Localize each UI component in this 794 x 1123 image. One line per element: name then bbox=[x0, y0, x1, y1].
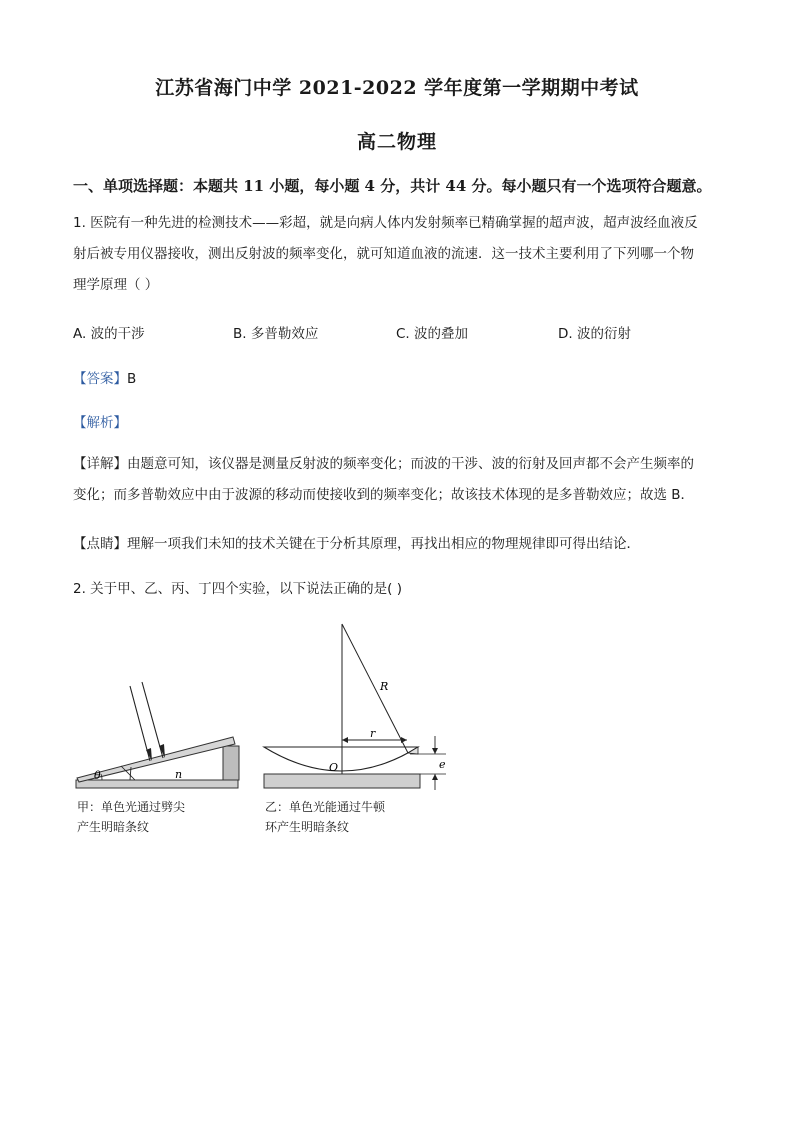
glass-plate bbox=[264, 774, 420, 788]
arrow-head-icon bbox=[401, 737, 407, 743]
arrow-head-icon bbox=[342, 737, 348, 743]
q1-option-a: A. 波的干涉 bbox=[73, 326, 145, 342]
q1-stem bbox=[73, 208, 723, 301]
label-O: O bbox=[329, 761, 339, 774]
arrow-head-icon bbox=[432, 748, 438, 754]
caption-line: 甲：单色光通过劈尖 bbox=[77, 800, 186, 814]
detail-tag: 【详解】 bbox=[73, 456, 127, 472]
caption-line: 环产生明暗条纹 bbox=[265, 820, 350, 834]
answer-tag: 【答案】 bbox=[73, 371, 127, 387]
point-tag: 【点睛】 bbox=[73, 536, 127, 552]
label-theta: θ bbox=[94, 769, 101, 782]
figure-yi-caption bbox=[265, 797, 385, 837]
q2-stem: 2. 关于甲、乙、丙、丁四个实验，以下说法正确的是( ) bbox=[73, 581, 402, 597]
page-title: 江苏省海门中学 2021-2022 学年度第一学期期中考试 bbox=[155, 77, 639, 99]
q1-detail-line bbox=[73, 449, 723, 480]
section-heading: 一、单项选择题：本题共 11 小题，每小题 4 分，共计 44 分。每小题只有一个选项符合题意。 bbox=[73, 177, 712, 195]
q1-stem-line: 1. 医院有一种先进的检测技术——彩超，就是向病人体内发射频率已精确掌握的超声波，超声波经血液反 bbox=[73, 215, 698, 231]
q1-stem-line: 理学原理（ ） bbox=[73, 277, 159, 293]
q1-option-b: B. 多普勒效应 bbox=[233, 326, 319, 342]
label-r: r bbox=[370, 727, 376, 740]
q1-point bbox=[73, 532, 640, 552]
q1-option-c: C. 波的叠加 bbox=[396, 326, 469, 342]
label-n: n bbox=[175, 768, 183, 781]
q1-answer bbox=[73, 367, 136, 387]
figure-jia-caption bbox=[77, 797, 185, 837]
q1-detail bbox=[73, 449, 723, 511]
answer-value: B bbox=[127, 371, 137, 387]
convex-lens bbox=[264, 747, 418, 771]
detail-text: 由题意可知，该仪器是测量反射波的频率变化；而波的干涉、波的衍射及回声都不会产生频率的 bbox=[127, 456, 694, 472]
q1-stem-line: 射后被专用仪器接收，测出反射波的频率变化，就可知道血液的流速．这一技术主要利用了下列哪一个物 bbox=[73, 246, 694, 262]
figure-jia-wedge bbox=[72, 678, 244, 794]
caption-line: 产生明暗条纹 bbox=[77, 820, 150, 834]
tilted-plate bbox=[77, 737, 235, 782]
q1-detail-line: 变化；而多普勒效应中由于波源的移动而使接收到的频率变化；故该技术体现的是多普勒效应；故选 B． bbox=[73, 487, 695, 503]
figure-yi-newton-rings bbox=[260, 620, 450, 792]
label-e: e bbox=[439, 758, 446, 771]
page-subtitle: 高二物理 bbox=[356, 131, 437, 153]
support-block bbox=[223, 746, 239, 780]
q1-option-d: D. 波的衍射 bbox=[558, 326, 631, 342]
label-R: R bbox=[380, 680, 389, 693]
arrow-head-icon bbox=[432, 774, 438, 780]
point-text: 理解一项我们未知的技术关键在于分析其原理，再找出相应的物理规律即可得出结论． bbox=[127, 536, 640, 552]
analysis-tag: 【解析】 bbox=[73, 415, 127, 431]
caption-line: 乙：单色光能通过牛顿 bbox=[265, 800, 386, 814]
